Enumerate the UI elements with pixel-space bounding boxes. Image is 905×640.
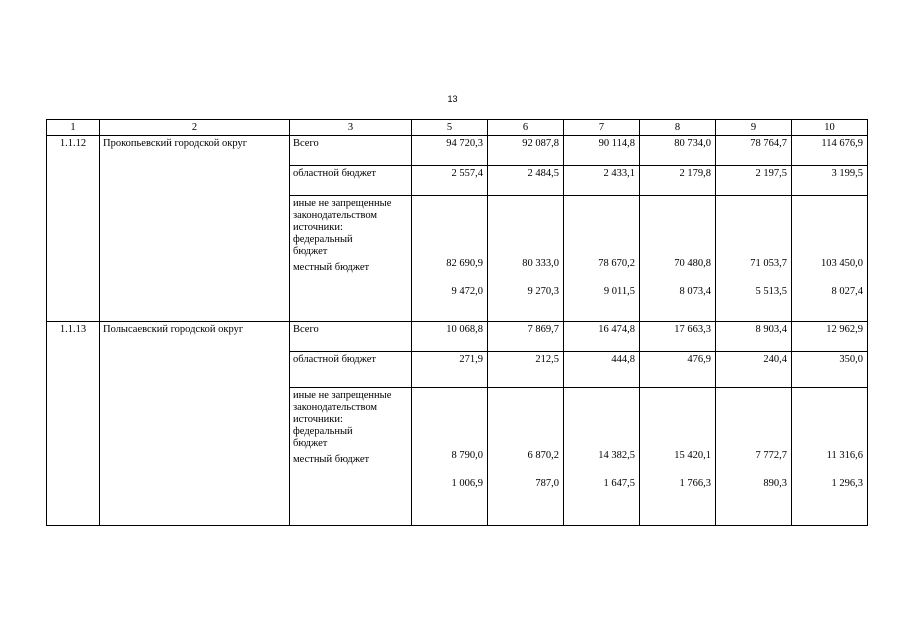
- value-cell: 2 484,5: [488, 166, 564, 196]
- federal-label: федеральный бюджет: [293, 426, 353, 449]
- value-cell: 94 720,3: [412, 136, 488, 166]
- value-cell: 2 197,5: [716, 166, 792, 196]
- value-cell: 444,8: [564, 352, 640, 388]
- table-row: [47, 136, 868, 166]
- header-cell: 5: [412, 120, 488, 136]
- value-cell: 12 962,9: [792, 322, 868, 352]
- federal-value: 71 053,7: [750, 258, 787, 269]
- value-cell: 16 474,8: [564, 322, 640, 352]
- header-cell: 9: [716, 120, 792, 136]
- value-cell: 212,5: [488, 352, 564, 388]
- budget-table: [46, 119, 868, 526]
- local-value: 1 006,9: [451, 478, 483, 489]
- local-label: местный бюджет: [293, 454, 370, 465]
- row-code: 1.1.12: [47, 136, 100, 322]
- value-cell: [716, 196, 792, 322]
- local-value: 1 766,3: [679, 478, 711, 489]
- value-cell: 92 087,8: [488, 136, 564, 166]
- value-cell: [488, 196, 564, 322]
- value-cell: 10 068,8: [412, 322, 488, 352]
- source-label: Всего: [290, 136, 412, 166]
- other-sources-cell: [290, 388, 412, 526]
- header-cell: 3: [290, 120, 412, 136]
- header-row: [47, 120, 868, 136]
- header-cell: 1: [47, 120, 100, 136]
- value-cell: 80 734,0: [640, 136, 716, 166]
- value-cell: [716, 388, 792, 526]
- header-cell: 8: [640, 120, 716, 136]
- local-value: 8 073,4: [679, 286, 711, 297]
- local-value: 9 011,5: [603, 286, 635, 297]
- municipality-name: Прокопьевский городской округ: [100, 136, 290, 322]
- federal-value: 70 480,8: [674, 258, 711, 269]
- value-cell: 2 179,8: [640, 166, 716, 196]
- federal-value: 11 316,6: [826, 450, 863, 461]
- other-sources-label: иные не запрещенные законодательством источники:: [293, 390, 392, 425]
- other-sources-label: иные не запрещенные законодательством источники:: [293, 198, 392, 233]
- local-value: 9 270,3: [527, 286, 559, 297]
- value-cell: 476,9: [640, 352, 716, 388]
- header-cell: 6: [488, 120, 564, 136]
- value-cell: 240,4: [716, 352, 792, 388]
- value-cell: 8 903,4: [716, 322, 792, 352]
- local-value: 1 296,3: [831, 478, 863, 489]
- federal-value: 15 420,1: [674, 450, 711, 461]
- row-code: 1.1.13: [47, 322, 100, 526]
- local-value: 1 647,5: [603, 478, 635, 489]
- value-cell: 350,0: [792, 352, 868, 388]
- federal-value: 8 790,0: [451, 450, 483, 461]
- value-cell: 7 869,7: [488, 322, 564, 352]
- value-cell: [412, 388, 488, 526]
- value-cell: 78 764,7: [716, 136, 792, 166]
- value-cell: [792, 388, 868, 526]
- source-label: областной бюджет: [290, 166, 412, 196]
- municipality-name: Полысаевский городской округ: [100, 322, 290, 526]
- local-value: 5 513,5: [755, 286, 787, 297]
- local-value: 8 027,4: [831, 286, 863, 297]
- header-cell: 10: [792, 120, 868, 136]
- value-cell: [488, 388, 564, 526]
- source-label: областной бюджет: [290, 352, 412, 388]
- other-sources-cell: [290, 196, 412, 322]
- federal-value: 103 450,0: [821, 258, 863, 269]
- value-cell: [412, 196, 488, 322]
- federal-value: 82 690,9: [446, 258, 483, 269]
- value-cell: 2 557,4: [412, 166, 488, 196]
- local-value: 9 472,0: [451, 286, 483, 297]
- header-cell: 2: [100, 120, 290, 136]
- page-number: 13: [447, 94, 458, 104]
- federal-value: 14 382,5: [598, 450, 635, 461]
- value-cell: 114 676,9: [792, 136, 868, 166]
- value-cell: 271,9: [412, 352, 488, 388]
- federal-value: 7 772,7: [755, 450, 787, 461]
- value-cell: 3 199,5: [792, 166, 868, 196]
- value-cell: [640, 196, 716, 322]
- value-cell: [564, 388, 640, 526]
- federal-value: 78 670,2: [598, 258, 635, 269]
- value-cell: [792, 196, 868, 322]
- local-value: 890,3: [763, 478, 787, 489]
- federal-label: федеральный бюджет: [293, 234, 353, 257]
- federal-value: 80 333,0: [522, 258, 559, 269]
- header-cell: 7: [564, 120, 640, 136]
- federal-value: 6 870,2: [527, 450, 559, 461]
- table-row: [47, 322, 868, 352]
- local-label: местный бюджет: [293, 262, 370, 273]
- source-label: Всего: [290, 322, 412, 352]
- local-value: 787,0: [535, 478, 559, 489]
- value-cell: 17 663,3: [640, 322, 716, 352]
- value-cell: [640, 388, 716, 526]
- value-cell: 2 433,1: [564, 166, 640, 196]
- value-cell: 90 114,8: [564, 136, 640, 166]
- value-cell: [564, 196, 640, 322]
